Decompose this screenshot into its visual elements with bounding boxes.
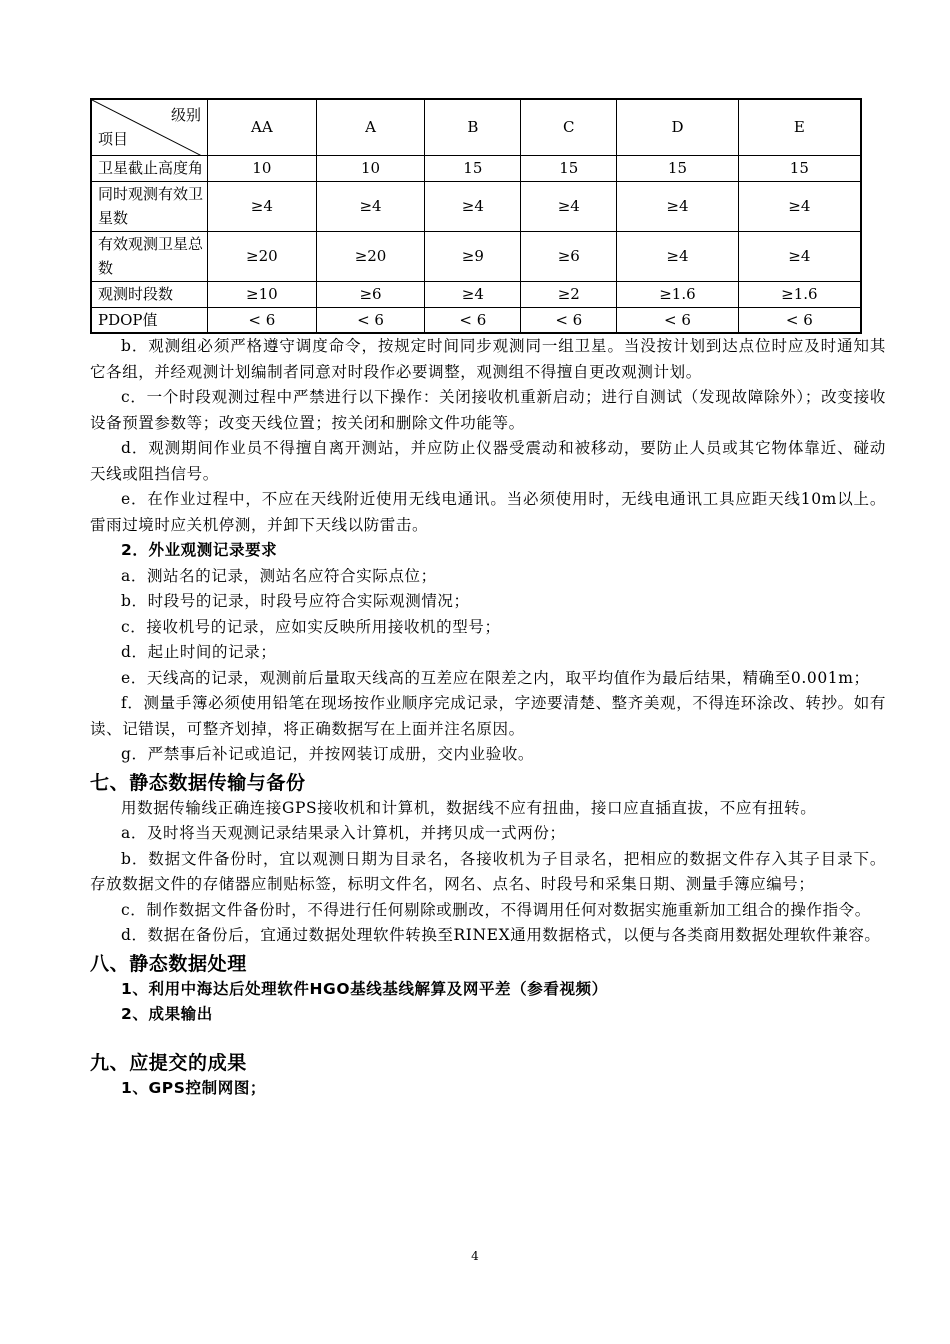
page-content (90, 98, 890, 1101)
grade-header: E (738, 99, 861, 155)
page-number: 4 (471, 1249, 479, 1263)
subheading-record-requirements: 2．外业观测记录要求 (121, 541, 278, 559)
record-item-f: f．测量手簿必须使用铅笔在现场按作业顺序完成记录，字迹要清楚、整齐美观，不得连环涂改、转抄。如有读、记错误，可整齐划掉，将正确数据写在上面并注名原因。 (90, 694, 886, 738)
table-cell: 15 (425, 155, 521, 181)
table-row (91, 307, 861, 333)
record-item-b: b．时段号的记录，时段号应符合实际观测情况； (121, 592, 470, 610)
corner-item-label: 项目 (98, 129, 129, 148)
grade-header: C (521, 99, 617, 155)
section-8-heading: 八、静态数据处理 (90, 952, 247, 975)
table-cell: ≥1.6 (738, 281, 861, 307)
table-cell: 15 (521, 155, 617, 181)
table-cell: ≥4 (617, 231, 738, 281)
record-item-d: d．起止时间的记录； (121, 643, 277, 661)
table-cell: ≥2 (521, 281, 617, 307)
table-cell: < 6 (521, 307, 617, 333)
section-7-intro: 用数据传输线正确连接GPS接收机和计算机，数据线不应有扭曲，接口应直插直拔，不应有扭转。 (121, 798, 817, 817)
table-row (91, 155, 861, 181)
paragraph-d: d．观测期间作业员不得擅自离开测站，并应防止仪器受震动和被移动，要防止人员或其它物体靠近、碰动天线或阻挡信号。 (90, 439, 886, 483)
table-cell: < 6 (738, 307, 861, 333)
table-cell: ≥10 (208, 281, 317, 307)
table-cell: ≥9 (425, 231, 521, 281)
table-row (91, 181, 861, 231)
paragraph-b: b．观测组必须严格遵守调度命令，按规定时间同步观测同一组卫星。当没按计划到达点位时应及时通知其它各组，并经观测计划编制者同意对时段作必要调整，观测组不得擅自更改观测计划。 (90, 337, 886, 381)
grade-header: A (316, 99, 425, 155)
section-9-heading: 九、应提交的成果 (90, 1051, 247, 1074)
section-7-item-a: a．及时将当天观测记录结果录入计算机，并拷贝成一式两份； (121, 824, 566, 842)
paragraph-c: c．一个时段观测过程中严禁进行以下操作：关闭接收机重新启动；进行自测试（发现故障除外）；改变接收设备预置参数等；改变天线位置；按关闭和删除文件功能等。 (90, 388, 886, 432)
row-label: 观测时段数 (91, 281, 208, 307)
table-header-row (91, 99, 861, 155)
table-cell: 15 (617, 155, 738, 181)
table-cell: ≥6 (316, 281, 425, 307)
table-cell: ≥4 (316, 181, 425, 231)
section-7-item-c: c．制作数据文件备份时，不得进行任何剔除或删改，不得调用任何对数据实施重新加工组合的操作指令。 (121, 900, 871, 919)
table-cell: ≥4 (425, 281, 521, 307)
corner-grade-label: 级别 (171, 106, 202, 124)
paragraph-e: e．在作业过程中，不应在天线附近使用无线电通讯。当必须使用时，无线电通讯工具应距天线10m以上。雷雨过境时应关机停测，并卸下天线以防雷击。 (90, 490, 886, 534)
document-body (90, 334, 886, 1101)
section-7-item-b: b．数据文件备份时，宜以观测日期为目录名，各接收机为子目录名，把相应的数据文件存入其子目录下。存放数据文件的存储器应制贴标签，标明文件名，网名、点名、时段号和采集日期、测量手簿应编号； (90, 849, 886, 893)
table-row (91, 231, 861, 281)
table-cell: ≥4 (425, 181, 521, 231)
table-cell: ≥4 (738, 231, 861, 281)
section-8-item-1: 1、利用中海达后处理软件HGO基线基线解算及网平差（参看视频） (121, 979, 608, 998)
table-cell: ≥4 (521, 181, 617, 231)
row-label: 同时观测有效卫星数 (91, 181, 208, 231)
table-cell: ≥1.6 (617, 281, 738, 307)
table-cell: 10 (316, 155, 425, 181)
section-9-item-1: 1、GPS控制网图； (121, 1078, 267, 1097)
row-label: 卫星截止高度角 (91, 155, 208, 181)
table-cell: ≥6 (521, 231, 617, 281)
table-cell: 10 (208, 155, 317, 181)
record-item-e: e．天线高的记录，观测前后量取天线高的互差应在限差之内，取平均值作为最后结果，精确至0.001m； (121, 668, 870, 687)
table-corner-cell (91, 99, 208, 155)
table-cell: 15 (738, 155, 861, 181)
section-7-heading: 七、静态数据传输与备份 (90, 771, 306, 794)
grade-header: B (425, 99, 521, 155)
table-cell: ≥20 (316, 231, 425, 281)
table-cell: ≥4 (738, 181, 861, 231)
record-item-g: g．严禁事后补记或追记，并按网装订成册，交内业验收。 (121, 745, 535, 763)
section-8-item-2: 2、成果输出 (121, 1005, 213, 1023)
table-cell: < 6 (208, 307, 317, 333)
table-cell: < 6 (425, 307, 521, 333)
record-item-c: c．接收机号的记录，应如实反映所用接收机的型号； (121, 617, 501, 636)
row-label: 有效观测卫星总数 (91, 231, 208, 281)
table-row (91, 281, 861, 307)
grade-header: AA (208, 99, 317, 155)
grade-spec-table (90, 98, 862, 334)
section-7-item-d: d．数据在备份后，宜通过数据处理软件转换至RINEX通用数据格式，以便与各类商用数据处理软件兼容。 (121, 926, 881, 944)
grade-header: D (617, 99, 738, 155)
table-cell: ≥4 (208, 181, 317, 231)
table-cell: ≥20 (208, 231, 317, 281)
record-item-a: a．测站名的记录，测站名应符合实际点位； (121, 566, 437, 585)
table-cell: ≥4 (617, 181, 738, 231)
row-label: PDOP值 (91, 307, 208, 333)
table-cell: < 6 (316, 307, 425, 333)
table-cell: < 6 (617, 307, 738, 333)
